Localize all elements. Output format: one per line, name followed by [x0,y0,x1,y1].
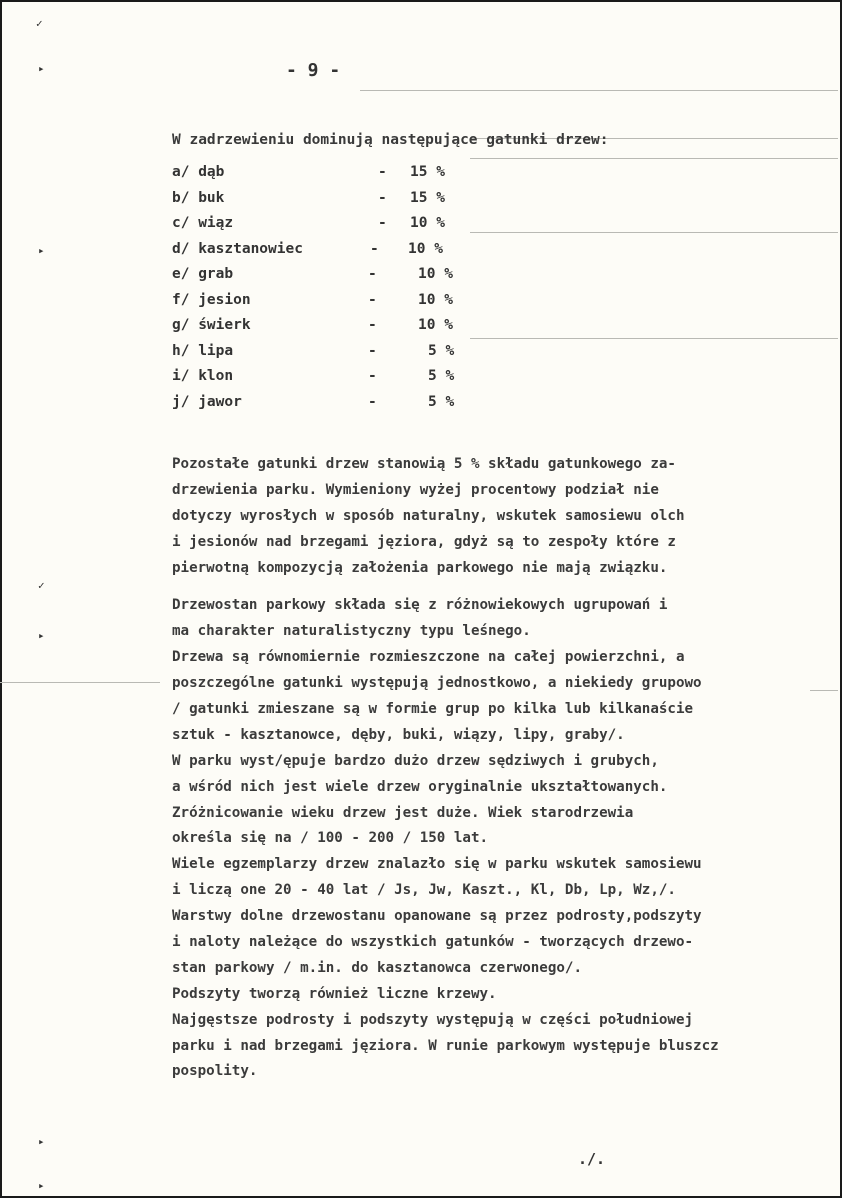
continuation-mark: ./. [578,1150,606,1168]
text-line: parku i nad brzegami jęziora. W runie parkowym występuje bluszcz [172,1037,719,1054]
species-name: a/ dąb [172,164,225,180]
text-line: sztuk - kasztanowce, dęby, buki, wiązy, lipy, graby/. [172,726,625,743]
species-percent: 5 % [428,342,455,359]
species-name: g/ świerk [172,317,251,333]
text-line: Podszyty tworzą również liczne krzewy. [172,985,497,1002]
text-line: W parku wyst/ępuje bardzo dużo drzew sędziwych i grubych, [172,752,659,769]
paragraph [172,593,832,1085]
text-line: Pozostałe gatunki drzew stanowią 5 % składu gatunkowego za- [172,456,676,472]
species-dash: - [368,368,377,384]
species-dash: - [368,266,377,282]
text-line: stan parkowy / m.in. do kasztanowca czerwonego/. [172,959,582,976]
text-line: Wiele egzemplarzy drzew znalazło się w parku wskutek samosiewu [172,856,702,873]
margin-mark: ▸ [38,244,45,257]
margin-mark: ▸ [38,1179,45,1192]
text-line: Drzewa są równomiernie rozmieszczone na całej powierzchni, a [172,649,685,666]
species-name: e/ grab [172,266,234,282]
species-percent: 10 % [408,240,443,257]
body-text [172,452,832,1085]
species-dash: - [368,291,377,308]
paragraph [172,452,832,581]
text-line: i liczą one 20 - 40 lat / Js, Jw, Kaszt., Kl, Db, Lp, Wz,/. [172,882,676,899]
species-percent: 15 % [410,189,445,206]
text-line: i naloty należące do wszystkich gatunków - tworzących drzewo- [172,934,694,951]
species-name: h/ lipa [172,342,234,359]
species-dash: - [370,240,379,257]
species-dash: - [368,393,377,410]
species-dash: - [368,317,377,333]
text-line: / gatunki zmieszane są w formie grup po kilka lub kilkanaście [172,701,694,718]
text-line: a wśród nich jest wiele drzew oryginalnie ukształtowanych. [172,778,668,795]
margin-mark: ✓ [36,17,43,30]
species-dash: - [378,164,387,180]
paragraph-gap [172,581,832,593]
paper-rule [470,232,838,233]
page-number: - 9 - [286,60,341,81]
species-percent: 5 % [428,393,455,410]
paper-rule [470,338,838,339]
text-line: określa się na / 100 - 200 / 150 lat. [172,830,489,847]
species-dash: - [378,215,387,231]
text-line: Drzewostan parkowy składa się z różnowiekowych ugrupowań i [172,597,668,614]
species-percent: 10 % [410,215,445,231]
text-line: ma charakter naturalistyczny typu leśnego. [172,623,531,640]
text-line: Najgęstsze podrosty i podszyty występują w części południowej [172,1011,694,1028]
species-percent: 5 % [428,368,455,384]
paper-rule [360,90,838,91]
species-heading: W zadrzewieniu dominują następujące gatunki drzew: [172,132,609,148]
margin-mark: ▸ [38,629,45,642]
species-name: c/ wiąz [172,215,234,231]
paper-rule [0,682,160,683]
text-line: i jesionów nad brzegami jęziora, gdyż są to zespoły które z [172,533,676,550]
text-line: dotyczy wyrosłych w sposób naturalny, wskutek samosiewu olch [172,507,685,524]
species-name: b/ buk [172,189,225,206]
text-line: pospolity. [172,1063,258,1080]
paper-rule [470,158,838,159]
text-line: pierwotną kompozycją założenia parkowego nie mają związku. [172,559,668,576]
text-line: poszczególne gatunki występują jednostkowo, a niekiedy grupowo [172,675,702,692]
text-line: Warstwy dolne drzewostanu opanowane są przez podrosty,podszyty [172,908,702,925]
species-percent: 10 % [418,317,453,333]
margin-mark: ▸ [38,62,45,75]
species-dash: - [378,189,387,206]
species-percent: 10 % [418,266,453,282]
species-percent: 10 % [418,291,453,308]
species-name: j/ jawor [172,393,242,410]
species-name: d/ kasztanowiec [172,240,303,257]
species-dash: - [368,342,377,359]
margin-mark: ▸ [38,1135,45,1148]
species-name: f/ jesion [172,291,251,308]
margin-mark: ✓ [38,579,45,592]
species-name: i/ klon [172,368,234,384]
species-percent: 15 % [410,164,445,180]
text-line: Zróżnicowanie wieku drzew jest duże. Wiek starodrzewia [172,804,634,821]
text-line: drzewienia parku. Wymieniony wyżej procentowy podział nie [172,481,659,498]
